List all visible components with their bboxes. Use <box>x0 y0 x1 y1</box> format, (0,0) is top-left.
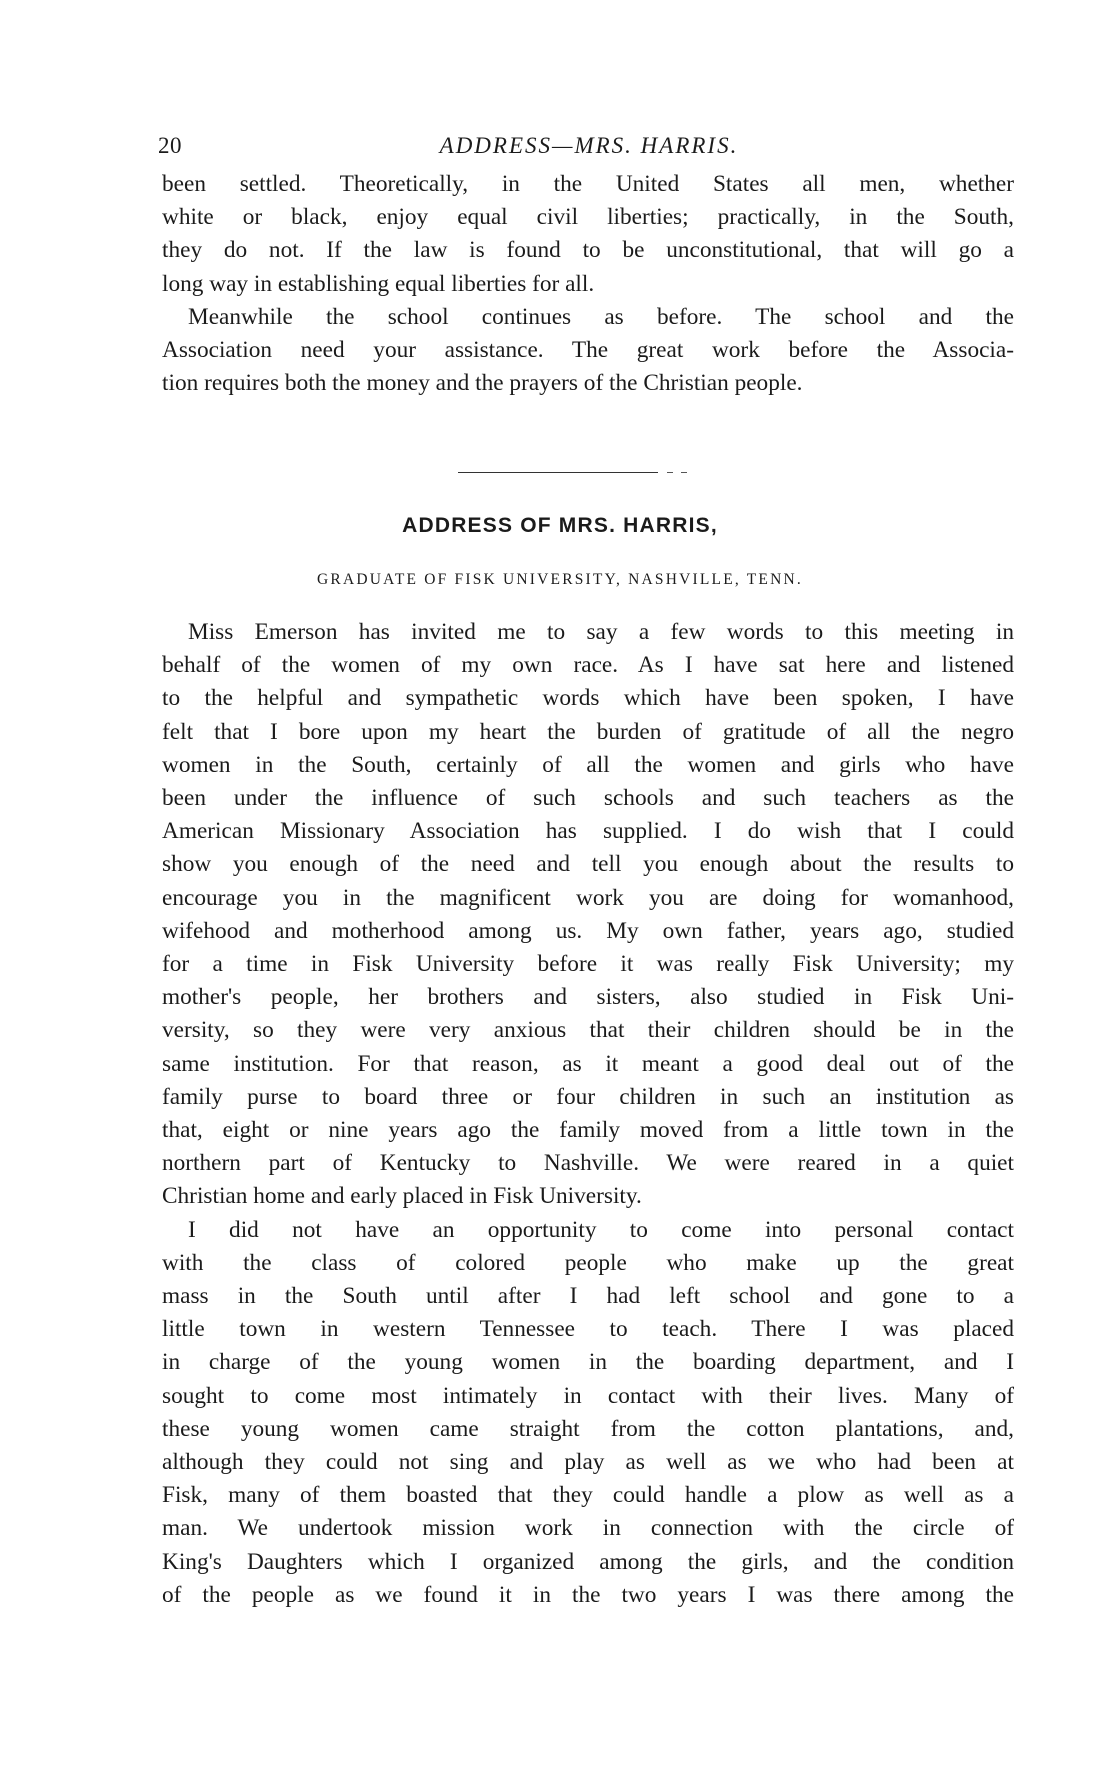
text-line: that, eight or nine years ago the family moved from a little town in the <box>162 1117 1014 1144</box>
text-line: northern part of Kentucky to Nashville. We were reared in a quiet <box>162 1150 1014 1177</box>
text-line: mother's people, her brothers and sisters, also studied in Fisk Uni- <box>162 984 1014 1011</box>
paragraph <box>162 301 1014 401</box>
text-line: behalf of the women of my own race. As I have sat here and listened <box>162 652 1014 679</box>
text-line: tion requires both the money and the prayers of the Christian people. <box>162 370 803 397</box>
text-line: in charge of the young women in the boarding department, and I <box>162 1349 1014 1376</box>
text-line: women in the South, certainly of all the women and girls who have <box>162 751 1014 778</box>
text-line: encourage you in the magnificent work you are doing for womanhood, <box>162 884 1014 911</box>
text-line: with the class of colored people who make up the great <box>162 1249 1014 1276</box>
paragraph <box>162 168 1014 301</box>
text-line: sought to come most intimately in contact with their lives. Many of <box>162 1382 1014 1409</box>
text-line: been under the influence of such schools and such teachers as the <box>162 785 1014 812</box>
running-head <box>158 133 1020 165</box>
paragraph <box>162 1214 1014 1612</box>
running-head-title: ADDRESS—MRS. HARRIS. <box>439 133 739 158</box>
text-line: wifehood and motherhood among us. My own father, years ago, studied <box>162 917 1014 944</box>
text-line: for a time in Fisk University before it was really Fisk University; my <box>162 951 1014 978</box>
text-line: Miss Emerson has invited me to say a few words to this meeting in <box>188 619 1014 645</box>
text-line: Meanwhile the school continues as before. The school and the <box>188 303 1014 330</box>
text-line: family purse to board three or four children in such an institution as <box>162 1083 1014 1110</box>
section-divider <box>458 472 658 473</box>
text-line: same institution. For that reason, as it meant a good deal out of the <box>162 1050 1014 1077</box>
text-line: these young women came straight from the cotton plantations, and, <box>162 1415 1014 1442</box>
text-line: Fisk, many of them boasted that they could handle a plow as well as a <box>162 1482 1014 1509</box>
text-line: versity, so they were very anxious that their children should be in the <box>162 1017 1014 1044</box>
page-number: 20 <box>158 133 182 158</box>
section-title: ADDRESS OF MRS. HARRIS, <box>402 514 718 537</box>
text-line: American Missionary Association has supplied. I do wish that I could <box>162 818 1014 845</box>
text-line: of the people as we found it in the two years I was there among the <box>162 1581 1014 1608</box>
text-line: I did not have an opportunity to come into personal contact <box>188 1216 1014 1243</box>
text-line: they do not. If the law is found to be unconstitutional, that will go a <box>162 237 1014 264</box>
section-divider-dash <box>681 472 687 473</box>
text-line: long way in establishing equal liberties for all. <box>162 270 595 297</box>
text-line: white or black, enjoy equal civil liberties; practically, in the South, <box>162 204 1014 231</box>
text-line: Christian home and early placed in Fisk University. <box>162 1183 642 1210</box>
text-line: Association need your assistance. The great work before the Associa- <box>162 337 1014 364</box>
text-line: been settled. Theoretically, in the United States all men, whether <box>162 171 1014 197</box>
text-line: to the helpful and sympathetic words which have been spoken, I have <box>162 685 1014 712</box>
section-subtitle: GRADUATE OF FISK UNIVERSITY, NASHVILLE, TENN. <box>317 571 803 588</box>
text-line: mass in the South until after I had left school and gone to a <box>162 1283 1014 1310</box>
text-line: although they could not sing and play as well as we who had been at <box>162 1449 1014 1476</box>
section-divider-dash <box>667 472 673 473</box>
intro-text <box>162 168 1014 400</box>
text-line: felt that I bore upon my heart the burden of gratitude of all the negro <box>162 718 1014 745</box>
text-line: man. We undertook mission work in connection with the circle of <box>162 1515 1014 1542</box>
paragraph <box>162 616 1014 1214</box>
text-line: show you enough of the need and tell you enough about the results to <box>162 851 1014 878</box>
address-text <box>162 616 1014 1612</box>
text-line: little town in western Tennessee to teach. There I was placed <box>162 1316 1014 1343</box>
text-line: King's Daughters which I organized among the girls, and the condition <box>162 1548 1014 1575</box>
